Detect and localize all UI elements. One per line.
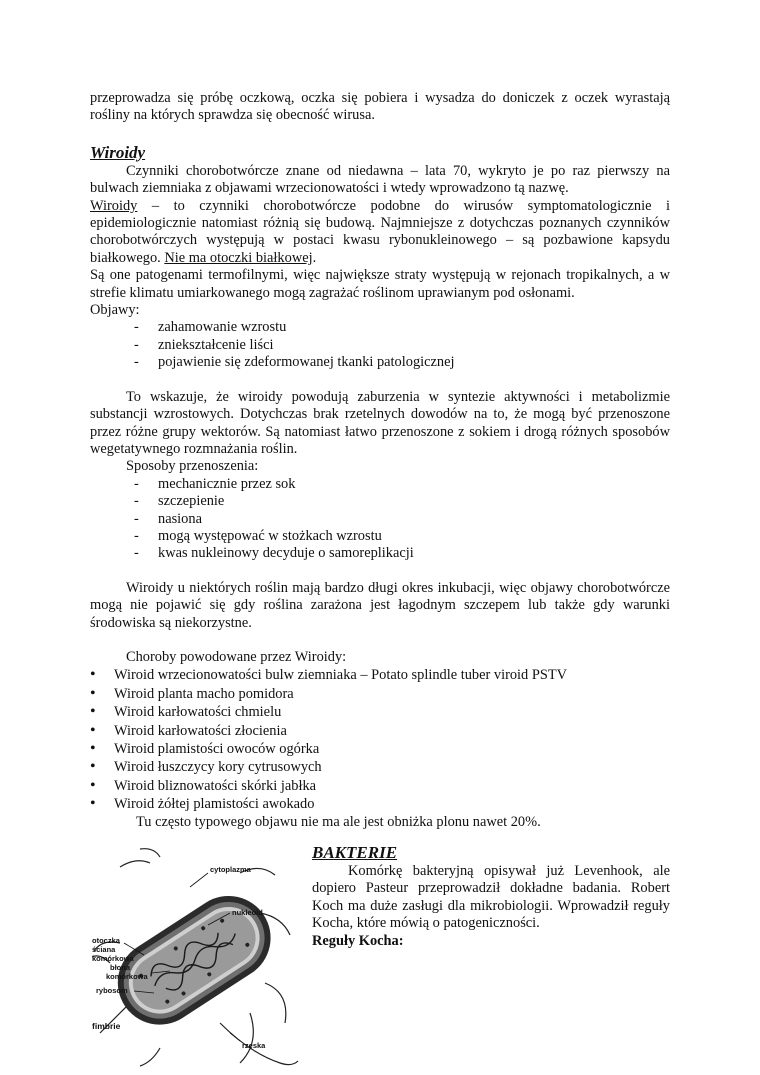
label-fimbrie: fimbrie xyxy=(92,1021,121,1031)
wiroidy-term: Wiroidy xyxy=(90,197,138,214)
wiroidy-definition-paragraph xyxy=(90,198,670,268)
list-item: - zahamowanie wzrostu xyxy=(134,319,670,336)
label-nukleoid: nukleoid xyxy=(232,908,263,917)
label-otoczka: otoczka xyxy=(92,936,120,945)
list-item: • Wiroid wrzecionowatości bulw ziemniaka – Potato splindle tuber viroid PSTV xyxy=(90,666,670,684)
list-item: • Wiroid bliznowatości skórki jabłka xyxy=(90,777,670,795)
page-content xyxy=(90,90,670,831)
label-rybosom: rybosom xyxy=(96,986,128,995)
bakterie-paragraph: Komórkę bakteryjną opisywał już Levenhook, ale dopiero Pasteur przeprowadził dokładne badania. Robert Koch ma duże zasługi dla mikrobiologii. Wprowadził reguły Kocha, które mówią o patogeniczności. xyxy=(312,863,670,932)
koch-rules-label: Reguły Kocha: xyxy=(312,932,404,949)
incubation-paragraph: Wiroidy u niektórych roślin mają bardzo długi okres inkubacji, więc objawy chorobotwórcze mogą nie pojawić się gdy roślina zarażona jest łagodnym szczepem lub także gdy warunki środowiska są niekorzystne. xyxy=(90,579,670,631)
list-item: - mogą występować w stożkach wzrostu xyxy=(134,528,670,545)
list-item: • Wiroid karłowatości chmielu xyxy=(90,703,670,721)
list-item: • Wiroid planta macho pomidora xyxy=(90,685,670,703)
label-blona: błona xyxy=(110,963,130,972)
label-cytoplazma: cytoplazma xyxy=(210,865,251,874)
list-item: - kwas nukleinowy decyduje o samoreplikacji xyxy=(134,545,670,562)
wiroidy-definition-end: . xyxy=(312,249,317,266)
list-item: • Wiroid łuszczycy kory cytrusowych xyxy=(90,758,670,776)
list-item: - pojawienie się zdeformowanej tkanki patologicznej xyxy=(134,354,670,371)
label-rzeska: rzęska xyxy=(242,1041,266,1050)
wiroidy-heading: Wiroidy xyxy=(90,142,146,162)
list-item: - zniekształcenie liści xyxy=(134,337,670,354)
wiroidy-no-envelope: Nie ma otoczki białkowej xyxy=(164,249,313,266)
label-komorkowa-1: komórkowa xyxy=(92,954,134,963)
transmission-list xyxy=(90,476,670,563)
bakterie-heading: BAKTERIE xyxy=(312,843,398,862)
bakterie-text-block xyxy=(312,843,670,950)
intro-paragraph: przeprowadza się próbę oczkową, oczka się pobiera i wysadza do doniczek z oczek wyrastają rośliny na których sprawdza się obecność wirusa. xyxy=(90,90,670,124)
wiroidy-definition-text: – to czynniki chorobotwórcze podobne do wirusów symptomatologicznie i epidemiologicznie natomiast różnią się budową. Najmniejsze z dotychczas poznanych czynników chorobotwórczych występują w postaci kwasu rybonukleinowego – są pozbawione kapsydu białkowego. xyxy=(90,197,670,266)
wiroidy-history-paragraph: Czynniki chorobotwórcze znane od niedawna – lata 70, wykryto je po raz pierwszy na bulwach ziemniaka z objawami wrzecionowatości i wtedy wprowadzono tą nazwę. xyxy=(90,162,670,197)
list-item: • Wiroid karłowatości złocienia xyxy=(90,722,670,740)
bacterium-diagram xyxy=(90,843,302,1075)
indicates-paragraph: To wskazuje, że wiroidy powodują zaburzenia w syntezie aktywności i metabolizmie substancji wzrostowych. Dotychczas brak rzetelnych dowodów na to, że mogą być przenoszone przez różne grupy wektorów. Są natomiast łatwo przenoszone z sokiem i drogą różnych sposobów wegetatywnego rozmnażania roślin. xyxy=(90,388,670,457)
wiroidy-thermophilic-paragraph: Są one patogenami termofilnymi, więc największe straty występują w rejonach tropikalnych, a w strefie klimatu umiarkowanego mogą zagrażać roślinom uprawianym pod osłonami. xyxy=(90,267,670,301)
label-sciana: ściana xyxy=(92,945,116,954)
diseases-label: Choroby powodowane przez Wiroidy: xyxy=(126,648,347,665)
list-item: • Wiroid żółtej plamistości awokado xyxy=(90,795,670,813)
list-item: - szczepienie xyxy=(134,493,670,510)
bacteria-section xyxy=(90,843,670,1075)
bacterium-illustration xyxy=(90,843,302,1075)
symptoms-list xyxy=(90,319,670,371)
symptoms-label: Objawy: xyxy=(90,302,140,319)
list-item: - mechanicznie przez sok xyxy=(134,476,670,493)
yield-note: Tu często typowego objawu nie ma ale jest obniżka plonu nawet 20%. xyxy=(136,813,541,830)
transmission-label: Sposoby przenoszenia: xyxy=(126,458,259,475)
list-item: - nasiona xyxy=(134,511,670,528)
list-item: • Wiroid plamistości owoców ogórka xyxy=(90,740,670,758)
label-komorkowa-2: komórkowa xyxy=(106,972,148,981)
diseases-list xyxy=(90,666,670,813)
